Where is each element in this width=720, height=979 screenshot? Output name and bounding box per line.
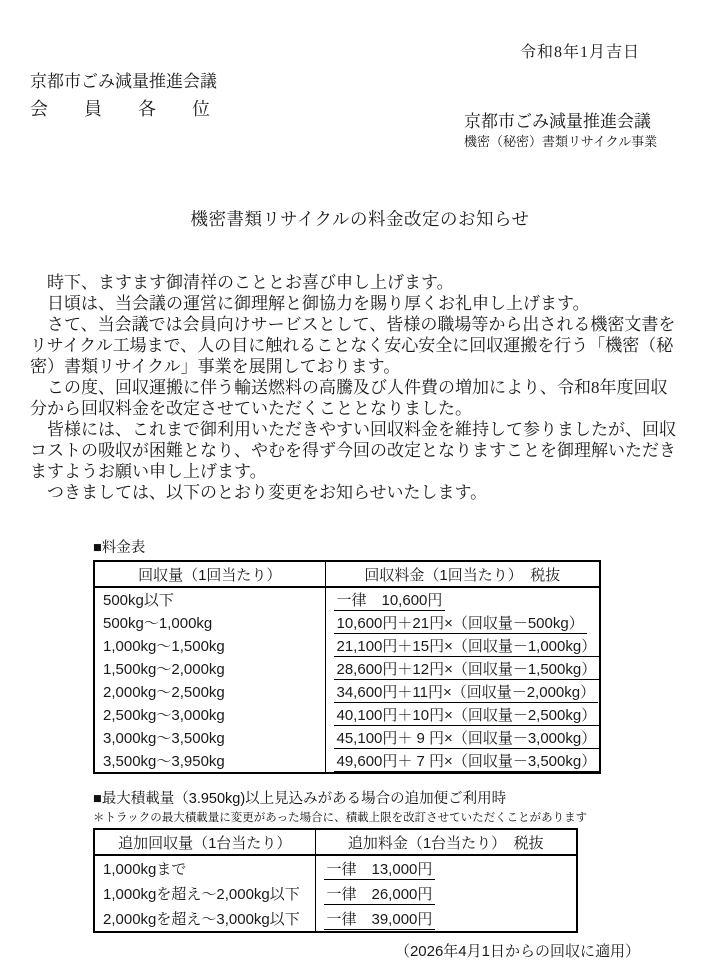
amount-cell: 1,500kg～2,000kg bbox=[94, 657, 325, 680]
table-row bbox=[94, 680, 600, 703]
body-line: つきましては、以下のとおり変更をお知らせいたします。 bbox=[30, 483, 488, 502]
fee-table-col-fee: 回収料金（1回当たり） 税抜 bbox=[325, 561, 600, 587]
table-row bbox=[94, 587, 600, 611]
fee-table-heading: ■料金表 bbox=[93, 540, 146, 556]
body-line: 皆様には、これまで御利用いただきやすい回収料金を維持して参りましたが、回収 bbox=[30, 420, 676, 439]
table-row bbox=[94, 906, 577, 932]
body-line: 密）書類リサイクル」事業を展開しております。 bbox=[30, 357, 401, 376]
table-row bbox=[94, 657, 600, 680]
fee-cell bbox=[325, 726, 600, 749]
amount-cell: 500kg～1,000kg bbox=[94, 611, 325, 634]
extra-table-col-amount: 追加回収量（1台当たり） bbox=[94, 829, 315, 855]
fee-underline: 34,600円＋11円×（回収量－2,000kg） bbox=[334, 684, 599, 703]
fee-underline: 28,600円＋12円×（回収量－1,500kg） bbox=[334, 661, 600, 680]
body-line: ますようお願い申し上げます。 bbox=[30, 462, 267, 481]
body-text bbox=[30, 272, 694, 503]
extra-table-heading: ■最大積載量（3.950kg)以上見込みがある場合の追加便ご利用時 bbox=[93, 791, 507, 807]
fee-underline: 49,600円＋ 7 円×（回収量－3,500kg） bbox=[334, 753, 600, 772]
fee-underline: 21,100円＋15円×（回収量－1,000kg） bbox=[334, 638, 600, 657]
fee-table bbox=[93, 560, 601, 774]
fee-underline: 一律 39,000円 bbox=[324, 911, 436, 930]
amount-cell: 3,500kg～3,950kg bbox=[94, 749, 325, 773]
fee-cell bbox=[325, 703, 600, 726]
table-row bbox=[94, 855, 577, 881]
fee-underline: 10,600円＋21円×（回収量－500kg） bbox=[334, 615, 587, 634]
fee-table-section bbox=[93, 540, 720, 774]
extra-table-note: ＊トラックの最大積載量に変更があった場合に、積載上限を改訂させていただくことがあります bbox=[93, 812, 588, 824]
table-row bbox=[94, 749, 600, 773]
fee-table-col-amount: 回収量（1回当たり） bbox=[94, 561, 325, 587]
body-line: 時下、ますます御清祥のこととお喜び申し上げます。 bbox=[30, 273, 454, 292]
table-row bbox=[94, 611, 600, 634]
table-row bbox=[94, 634, 600, 657]
fee-table-header-row bbox=[94, 561, 600, 587]
amount-cell: 2,000kgを超え～3,000kg以下 bbox=[94, 906, 315, 932]
body-line: 分から回収料金を改定させていただくこととなりました。 bbox=[30, 399, 472, 418]
fee-underline: 40,100円＋10円×（回収量－2,500kg） bbox=[334, 707, 600, 726]
body-line: さて、当会議では会員向けサービスとして、皆様の職場等から出される機密文書を bbox=[30, 315, 676, 334]
page-title: 機密書類リサイクルの料金改定のお知らせ bbox=[190, 209, 530, 229]
addressee-honorific: 会 員 各 位 bbox=[30, 99, 210, 119]
amount-cell: 2,000kg～2,500kg bbox=[94, 680, 325, 703]
fee-underline: 一律 10,600円 bbox=[334, 592, 446, 611]
fee-cell bbox=[325, 749, 600, 773]
fee-cell bbox=[325, 657, 600, 680]
fee-cell bbox=[315, 906, 577, 932]
fee-cell bbox=[325, 587, 600, 611]
extra-table-header-row bbox=[94, 829, 577, 855]
table-row bbox=[94, 881, 577, 906]
fee-cell bbox=[315, 881, 577, 906]
amount-cell: 1,000kgを超え～2,000kg以下 bbox=[94, 881, 315, 906]
sender-block bbox=[464, 112, 720, 150]
amount-cell: 2,500kg～3,000kg bbox=[94, 703, 325, 726]
sender-division: 機密（秘密）書類リサイクル事業 bbox=[464, 134, 658, 149]
fee-cell bbox=[325, 611, 600, 634]
extra-table-section bbox=[93, 791, 720, 933]
amount-cell: 1,000kg～1,500kg bbox=[94, 634, 325, 657]
document-date: 令和8年1月吉日 bbox=[519, 44, 640, 61]
amount-cell: 1,000kgまで bbox=[94, 855, 315, 881]
amount-cell: 3,000kg～3,500kg bbox=[94, 726, 325, 749]
addressee-org: 京都市ごみ減量推進会議 bbox=[30, 72, 217, 91]
extra-table-col-fee: 追加料金（1台当たり） 税抜 bbox=[315, 829, 577, 855]
table-row bbox=[94, 703, 600, 726]
amount-cell: 500kg以下 bbox=[94, 587, 325, 611]
fee-cell bbox=[325, 634, 600, 657]
sender-org: 京都市ごみ減量推進会議 bbox=[464, 112, 651, 131]
body-line: 日頃は、当会議の運営に御理解と御協力を賜り厚くお礼申し上げます。 bbox=[30, 294, 590, 313]
body-line: リサイクル工場まで、人の目に触れることなく安心安全に回収運搬を行う「機密（秘 bbox=[30, 336, 674, 355]
extra-table bbox=[93, 828, 578, 933]
fee-underline: 一律 13,000円 bbox=[324, 861, 436, 880]
fee-underline: 45,100円＋ 9 円×（回収量－3,000kg） bbox=[334, 730, 600, 749]
table-row bbox=[94, 726, 600, 749]
fee-cell bbox=[325, 680, 600, 703]
body-line: この度、回収運搬に伴う輸送燃料の高騰及び人件費の増加により、令和8年度回収 bbox=[30, 378, 668, 397]
apply-note: （2026年4月1日からの回収に適用） bbox=[394, 943, 640, 960]
body-line: コストの吸収が困難となり、やむを得ず今回の改定となりますことを御理解いただき bbox=[30, 441, 676, 460]
fee-cell bbox=[315, 855, 577, 881]
fee-underline: 一律 26,000円 bbox=[324, 886, 436, 905]
